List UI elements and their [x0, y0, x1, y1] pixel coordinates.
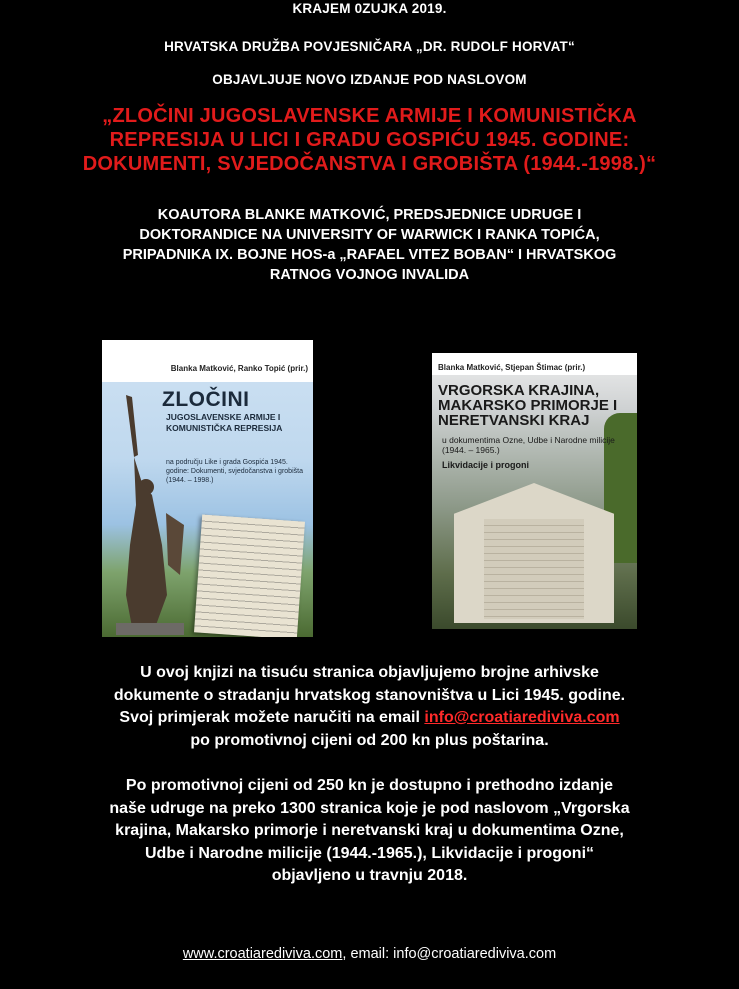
book-cover-authors: Blanka Matković, Ranko Topić (prir.): [170, 364, 308, 373]
authors-description: [0, 205, 739, 285]
header-date: KRAJEM 0ZUJKA 2019.: [292, 1, 447, 16]
paragraph-1-line-3: [0, 707, 739, 730]
statue-illustration: [112, 395, 192, 635]
website-link[interactable]: www.croatiarediviva.com: [182, 946, 343, 962]
book-title: [0, 104, 739, 176]
paragraph-2-line-1: Po promotivnoj cijeni od 250 kn je dostupno i prethodno izdanje: [125, 777, 614, 794]
paragraph-2-line-5: objavljeno u travnju 2018.: [271, 867, 468, 884]
book-cover-subtitle: u dokumentima Ozne, Udbe i Narodne milicije (1944. – 1965.): [442, 435, 615, 455]
paragraph-2-line-3: krajina, Makarsko primorje i neretvanski kraj u dokumentima Ozne,: [115, 822, 624, 839]
footer-email: , email: info@croatiarediviva.com: [342, 946, 557, 962]
archival-document-image: [194, 515, 305, 637]
book-cover-authors: Blanka Matković, Stjepan Štimac (prir.): [438, 363, 586, 372]
paragraph-1-line-4: po promotivnoj cijeni od 200 kn plus poštarina.: [190, 731, 549, 749]
book-cover-title: VRGORSKA KRAJINA, MAKARSKO PRIMORJE I NERETVANSKI KRAJ: [438, 382, 618, 429]
paragraph-1-line-1: U ovoj knjizi na tisuću stranica objavljujemo brojne arhivske: [140, 664, 599, 681]
book-cover-subtitle: JUGOSLAVENSKE ARMIJE I KOMUNISTIČKA REPRESIJA: [166, 412, 283, 433]
header-organization: HRVATSKA DRUŽBA POVJESNIČARA „DR. RUDOLF HORVAT“: [164, 39, 575, 54]
book-cover-tagline: Likvidacije i progoni: [442, 460, 530, 470]
book-title-line-1: „ZLOČINI JUGOSLAVENSKE ARMIJE I KOMUNISTIČKA: [102, 105, 637, 127]
book-cover-zlocini: [102, 340, 313, 637]
book-title-line-3: DOKUMENTI, SVJEDOČANSTVA I GROBIŠTA (1944.-1998.)“: [82, 153, 657, 175]
book-cover-vrgorska-krajina: [432, 353, 637, 629]
footer: [0, 946, 739, 962]
paragraph-1-line-2: dokumente o stradanju hrvatskog stanovništva u Lici 1945. godine.: [113, 686, 626, 704]
email-link[interactable]: info@croatiarediviva.com: [424, 709, 620, 726]
header-announcement: OBJAVLJUJE NOVO IZDANJE POD NASLOVOM: [212, 72, 527, 87]
book-cover-title: ZLOČINI: [162, 388, 250, 411]
paragraph-2-line-4: Udbe i Narodne milicije (1944.-1965.), Likvidacije i progoni“: [144, 844, 595, 862]
paragraph-2-line-2: naše udruge na preko 1300 stranica koje je pod naslovom „Vrgorska: [109, 799, 630, 817]
description-paragraph-1: [0, 662, 739, 752]
order-text: Svoj primjerak možete naručiti na email: [119, 709, 425, 726]
book-cover-details: na području Like i grada Gospića 1945. godine: Dokumenti, svjedočanstva i grobišta (1944. – 1998.): [166, 459, 303, 484]
monument-inscription-image: [484, 519, 584, 619]
authors-line-4: RATNOG VOJNOG INVALIDA: [269, 267, 470, 283]
authors-line-2: DOKTORANDICE NA UNIVERSITY OF WARWICK I RANKA TOPIĆA,: [139, 227, 600, 243]
book-cover-top-band: [102, 340, 313, 382]
description-paragraph-2: [0, 775, 739, 888]
authors-line-3: PRIPADNIKA IX. BOJNE HOS-a „RAFAEL VITEZ BOBAN“ I HRVATSKOG: [122, 247, 617, 263]
book-title-line-2: REPRESIJA U LICI I GRADU GOSPIĆU 1945. GODINE:: [109, 129, 630, 151]
authors-line-1: KOAUTORA BLANKE MATKOVIĆ, PREDSJEDNICE UDRUGE I: [157, 207, 582, 223]
